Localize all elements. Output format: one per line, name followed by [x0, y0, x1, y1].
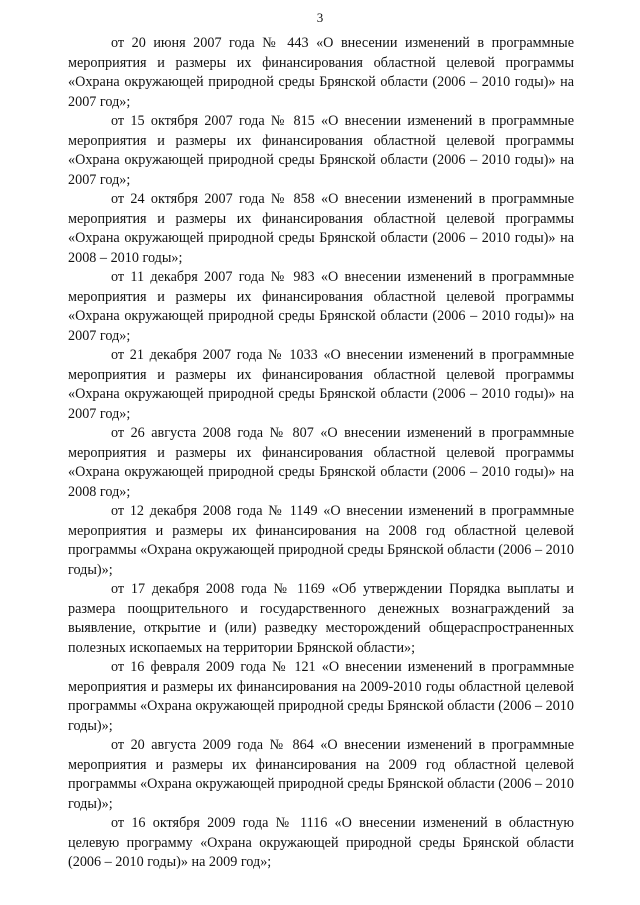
list-item: от 11 декабря 2007 года № 983 «О внесении изменений в программные мероприятия и размеры их финансирования областной целевой программы «Охрана окружающей природной среды Брянской области (2006 – 2010 годы)» на 2007 год»;	[68, 269, 574, 344]
list-item: от 26 августа 2008 года № 807 «О внесении изменений в программные мероприятия и размеры их финансирования областной целевой программы «Охрана окружающей природной среды Брянской области (2006 – 2010 годы)» на 2008 год»;	[68, 425, 574, 500]
list-item: от 16 февраля 2009 года № 121 «О внесении изменений в программные мероприятия и размеры их финансирования на 2009-2010 годы областной целевой программы «Охрана окружающей природной среды Брянской области (2006 – 2010 годы)»;	[68, 659, 574, 734]
list-item: от 16 октября 2009 года № 1116 «О внесении изменений в областную целевую программу «Охрана окружающей природной среды Брянской области (2006 – 2010 годы)» на 2009 год»;	[68, 815, 574, 870]
list-item: от 21 декабря 2007 года № 1033 «О внесении изменений в программные мероприятия и размеры их финансирования областной целевой программы «Охрана окружающей природной среды Брянской области (2006 – 2010 годы)» на 2007 год»;	[68, 347, 574, 422]
list-item: от 15 октября 2007 года № 815 «О внесении изменений в программные мероприятия и размеры их финансирования областной целевой программы «Охрана окружающей природной среды Брянской области (2006 – 2010 годы)» на 2007 год»;	[68, 113, 574, 188]
list-item: от 12 декабря 2008 года № 1149 «О внесении изменений в программные мероприятия и размеры их финансирования на 2008 год областной целевой программы «Охрана окружающей природной среды Брянской области (2006 – 2010 годы)»;	[68, 503, 574, 578]
list-item: от 20 августа 2009 года № 864 «О внесении изменений в программные мероприятия и размеры их финансирования на 2009 год областной целевой программы «Охрана окружающей природной среды Брянской области (2006 – 2010 годы)»;	[68, 737, 574, 812]
list-item: от 24 октября 2007 года № 858 «О внесении изменений в программные мероприятия и размеры их финансирования областной целевой программы «Охрана окружающей природной среды Брянской области (2006 – 2010 годы)» на 2008 – 2010 годы»;	[68, 191, 574, 266]
page-number: 3	[316, 10, 324, 25]
document-body	[68, 34, 574, 873]
list-item: от 20 июня 2007 года № 443 «О внесении изменений в программные мероприятия и размеры их финансирования областной целевой программы «Охрана окружающей природной среды Брянской области (2006 – 2010 годы)» на 2007 год»;	[68, 35, 574, 110]
list-item: от 17 декабря 2008 года № 1169 «Об утверждении Порядка выплаты и размера поощрительного и государственного денежных вознаграждений за выявление, открытие и (или) разведку месторождений общераспространенных полезных ископаемых на территории Брянской области»;	[68, 581, 574, 656]
